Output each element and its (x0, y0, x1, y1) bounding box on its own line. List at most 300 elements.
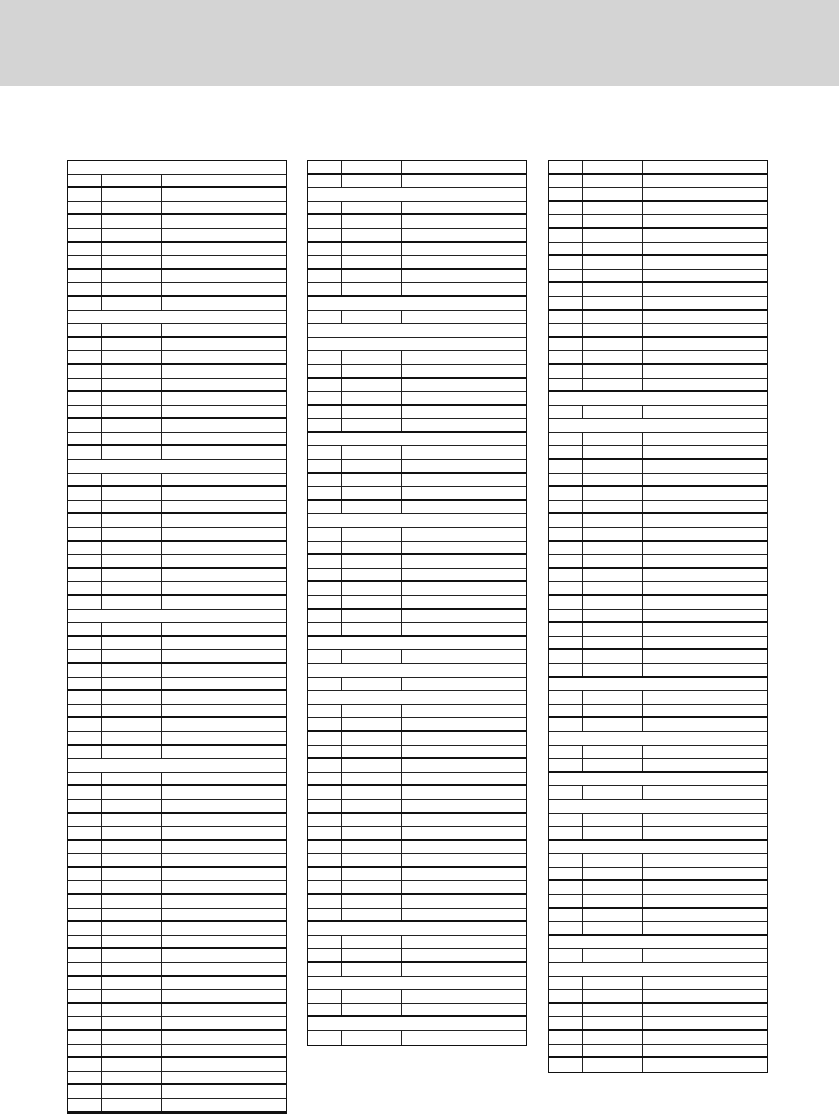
table-cell (342, 814, 402, 827)
table-cell (583, 446, 643, 458)
table-row (68, 623, 286, 637)
table-cell (308, 623, 342, 635)
table-cell (102, 582, 162, 594)
table-row (308, 949, 526, 963)
table-cell (402, 569, 526, 581)
table-row (549, 718, 767, 732)
table-cell (342, 256, 402, 268)
table-cell (402, 501, 526, 514)
table-cell (102, 487, 162, 500)
table-cell (342, 582, 402, 595)
table-cell (583, 528, 643, 540)
table-cell (68, 814, 102, 827)
table-cell (102, 881, 162, 893)
table-cell (308, 243, 342, 256)
table-cell (68, 800, 102, 812)
table-cell (162, 324, 286, 336)
table-cell (549, 854, 583, 867)
table-cell (102, 324, 162, 336)
table-section-row (308, 324, 526, 338)
table-cell (402, 963, 526, 976)
table-cell (102, 1072, 162, 1084)
table-cell (643, 338, 767, 351)
table-cell (308, 256, 342, 268)
table-row (549, 514, 767, 528)
table-cell (583, 433, 643, 446)
table-section-row (549, 773, 767, 787)
table-cell (402, 705, 526, 718)
table-cell (583, 949, 643, 962)
table-cell (549, 746, 583, 759)
table-cell (402, 773, 526, 785)
table-cell (162, 664, 286, 677)
table-cell (102, 746, 162, 759)
table-cell (583, 881, 643, 894)
table-row (68, 283, 286, 297)
table-row (549, 161, 767, 175)
table-cell (68, 678, 102, 690)
table-cell (549, 678, 767, 691)
table-row (308, 963, 526, 977)
table-row (68, 324, 286, 338)
table-cell (162, 868, 286, 881)
table-cell (402, 446, 526, 459)
table-cell (68, 256, 102, 268)
table-cell (402, 881, 526, 893)
table-row (308, 161, 526, 175)
table-cell (402, 161, 526, 173)
table-row (68, 664, 286, 678)
table-cell (308, 392, 342, 404)
table-cell (549, 324, 583, 336)
table-cell (549, 977, 583, 990)
table-row (549, 650, 767, 664)
table-cell (102, 338, 162, 351)
table-row (68, 433, 286, 447)
table-cell (102, 854, 162, 866)
table-section-row (549, 419, 767, 433)
table-cell (308, 351, 342, 364)
table-cell (643, 501, 767, 513)
table-row (549, 311, 767, 325)
table-cell (68, 827, 102, 839)
table-row (68, 881, 286, 895)
table-cell (102, 691, 162, 704)
table-cell (549, 446, 583, 458)
table-cell (643, 1017, 767, 1029)
table-cell (583, 786, 643, 799)
table-cell (643, 365, 767, 378)
table-cell (102, 392, 162, 405)
table-row (68, 936, 286, 950)
table-cell (402, 678, 526, 691)
table-row (68, 678, 286, 692)
table-cell (549, 501, 583, 513)
table-cell (549, 406, 583, 419)
table-cell (643, 446, 767, 458)
table-row (68, 1031, 286, 1045)
table-cell (583, 582, 643, 594)
table-cell (102, 637, 162, 650)
table-cell (549, 270, 583, 282)
table-cell (162, 542, 286, 555)
table-cell (308, 786, 342, 799)
table-row (68, 841, 286, 855)
table-cell (549, 827, 583, 839)
table-cell (342, 270, 402, 283)
table-cell (583, 460, 643, 473)
table-cell (583, 691, 643, 704)
data-table-right (548, 160, 768, 1073)
table-cell (68, 351, 102, 363)
table-row (68, 175, 286, 189)
table-cell (643, 1058, 767, 1072)
table-cell (549, 256, 583, 269)
table-cell (308, 895, 342, 908)
table-cell (162, 936, 286, 948)
table-cell (68, 215, 102, 228)
table-row (68, 800, 286, 814)
table-row (68, 1058, 286, 1072)
table-row (308, 623, 526, 637)
table-cell (102, 650, 162, 662)
table-row (549, 990, 767, 1004)
table-cell (102, 175, 162, 187)
table-cell (402, 365, 526, 377)
table-cell (308, 270, 342, 283)
table-cell (342, 528, 402, 541)
table-row (308, 202, 526, 216)
table-cell (342, 881, 402, 893)
table-row (68, 705, 286, 719)
table-row (549, 229, 767, 243)
table-row (549, 881, 767, 895)
table-cell (402, 528, 526, 541)
table-cell (102, 528, 162, 540)
table-cell (308, 311, 342, 324)
table-row (68, 949, 286, 963)
table-cell (102, 1017, 162, 1029)
table-cell (402, 827, 526, 839)
table-cell (68, 637, 102, 650)
table-row (549, 569, 767, 583)
table-cell (342, 161, 402, 173)
table-cell (68, 718, 102, 731)
table-cell (162, 623, 286, 635)
table-cell (308, 1031, 342, 1045)
table-section-row (549, 841, 767, 855)
table-cell (643, 664, 767, 676)
table-cell (102, 283, 162, 295)
table-row (68, 215, 286, 229)
table-cell (549, 243, 583, 255)
table-cell (643, 895, 767, 907)
table-cell (402, 379, 526, 392)
table-cell (583, 977, 643, 990)
table-cell (68, 542, 102, 555)
table-cell (102, 949, 162, 962)
table-cell (162, 922, 286, 935)
table-cell (402, 990, 526, 1003)
table-cell (308, 446, 342, 459)
table-cell (549, 528, 583, 540)
table-row (549, 827, 767, 841)
table-section-row (68, 460, 286, 474)
table-cell (583, 814, 643, 827)
table-row (549, 324, 767, 338)
table-cell (342, 786, 402, 799)
table-cell (549, 487, 583, 500)
table-cell (308, 746, 342, 758)
table-row (308, 243, 526, 257)
table-cell (308, 215, 342, 228)
table-row (68, 868, 286, 882)
table-cell (162, 256, 286, 268)
table-cell (308, 990, 342, 1003)
table-cell (549, 175, 583, 188)
table-cell (402, 650, 526, 663)
table-cell (549, 922, 583, 934)
table-cell (68, 746, 102, 759)
table-cell (68, 868, 102, 881)
table-cell (308, 773, 342, 785)
table-row (549, 243, 767, 257)
table-row (308, 379, 526, 393)
table-cell (102, 827, 162, 839)
table-cell (583, 990, 643, 1002)
table-cell (549, 202, 583, 215)
table-cell (102, 188, 162, 201)
table-cell (643, 161, 767, 173)
table-cell (583, 759, 643, 771)
table-cell (643, 814, 767, 827)
table-cell (68, 202, 102, 214)
table-cell (68, 365, 102, 378)
table-cell (342, 718, 402, 730)
table-cell (643, 514, 767, 527)
table-row (549, 582, 767, 596)
table-cell (643, 909, 767, 922)
table-cell (162, 990, 286, 1002)
table-cell (162, 854, 286, 866)
table-cell (583, 610, 643, 622)
table-row (308, 351, 526, 365)
table-cell (68, 936, 102, 948)
table-cell (549, 650, 583, 663)
table-cell (549, 610, 583, 622)
table-row (308, 827, 526, 841)
table-cell (549, 868, 583, 880)
table-row (308, 555, 526, 569)
table-row (68, 1004, 286, 1018)
table-cell (583, 909, 643, 922)
table-cell (68, 650, 102, 662)
table-cell (342, 474, 402, 487)
table-row (549, 446, 767, 460)
table-cell (549, 691, 583, 704)
table-row (68, 1045, 286, 1059)
table-cell (162, 800, 286, 812)
table-cell (402, 487, 526, 499)
table-row (308, 501, 526, 515)
table-row (68, 773, 286, 787)
table-section-row (308, 637, 526, 651)
table-cell (308, 569, 342, 581)
table-cell (68, 229, 102, 241)
table-cell (583, 175, 643, 188)
table-cell (643, 949, 767, 962)
data-table-left (67, 160, 287, 1114)
table-cell (308, 188, 526, 201)
table-row (549, 922, 767, 936)
table-cell (308, 881, 342, 893)
table-row (549, 610, 767, 624)
table-cell (68, 1031, 102, 1044)
table-cell (342, 406, 402, 419)
table-cell (308, 1017, 526, 1030)
table-cell (402, 270, 526, 283)
table-cell (643, 977, 767, 990)
table-cell (308, 841, 342, 854)
table-cell (308, 514, 526, 527)
table-cell (102, 514, 162, 527)
table-cell (549, 800, 767, 813)
table-cell (162, 1017, 286, 1029)
table-cell (68, 1004, 102, 1017)
table-cell (162, 732, 286, 744)
table-section-row (308, 514, 526, 528)
table-cell (68, 446, 102, 459)
table-cell (308, 297, 526, 310)
table-cell (308, 854, 342, 866)
table-row (68, 297, 286, 311)
table-row (308, 419, 526, 433)
table-cell (342, 610, 402, 623)
table-row (308, 487, 526, 501)
table-cell (68, 419, 102, 432)
table-cell (162, 215, 286, 228)
table-cell (308, 827, 342, 839)
table-cell (308, 596, 342, 608)
table-cell (549, 963, 767, 976)
table-cell (583, 229, 643, 242)
table-cell (162, 949, 286, 962)
table-cell (549, 229, 583, 242)
table-cell (68, 1045, 102, 1057)
table-cell (549, 895, 583, 907)
table-cell (643, 922, 767, 934)
table-cell (583, 406, 643, 419)
table-cell (643, 311, 767, 324)
table-cell (68, 392, 102, 405)
table-cell (102, 419, 162, 432)
table-cell (583, 324, 643, 336)
table-cell (342, 243, 402, 256)
table-cell (342, 311, 402, 324)
table-row (308, 256, 526, 270)
table-cell (583, 1058, 643, 1072)
table-cell (162, 528, 286, 540)
table-cell (549, 582, 583, 594)
table-section-row (308, 664, 526, 678)
table-cell (68, 270, 102, 283)
table-row (308, 678, 526, 692)
table-cell (308, 718, 342, 730)
table-cell (583, 868, 643, 880)
table-row (549, 814, 767, 828)
table-cell (308, 283, 342, 295)
table-row (68, 365, 286, 379)
table-cell (102, 841, 162, 854)
table-row (549, 596, 767, 610)
table-row (308, 569, 526, 583)
table-row (549, 283, 767, 297)
table-cell (68, 1099, 102, 1111)
table-cell (342, 419, 402, 431)
table-cell (583, 623, 643, 636)
table-row (308, 854, 526, 868)
table-cell (342, 623, 402, 635)
table-cell (402, 949, 526, 961)
table-cell (549, 311, 583, 324)
table-row (68, 854, 286, 868)
table-row (308, 474, 526, 488)
table-cell (583, 596, 643, 609)
table-row (549, 759, 767, 773)
table-cell (342, 175, 402, 188)
table-cell (583, 705, 643, 717)
table-cell (308, 922, 526, 935)
table-section-row (68, 759, 286, 773)
table-cell (102, 1045, 162, 1057)
table-cell (643, 759, 767, 771)
table-cell (68, 324, 102, 336)
table-section-row (308, 691, 526, 705)
table-cell (549, 1045, 583, 1057)
table-row (68, 542, 286, 556)
table-cell (308, 202, 342, 214)
table-cell (308, 949, 342, 961)
table-cell (102, 895, 162, 908)
table-cell (102, 365, 162, 378)
table-cell (549, 161, 583, 173)
table-cell (549, 555, 583, 567)
table-cell (342, 895, 402, 908)
table-section-row (308, 1017, 526, 1031)
table-cell (402, 718, 526, 730)
table-cell (342, 773, 402, 785)
table-row (68, 243, 286, 257)
table-row (68, 977, 286, 991)
table-cell (583, 746, 643, 759)
table-cell (68, 582, 102, 594)
table-cell (342, 501, 402, 514)
table-row (549, 555, 767, 569)
table-cell (68, 623, 102, 635)
table-cell (643, 582, 767, 594)
table-cell (549, 283, 583, 296)
table-cell (102, 623, 162, 635)
table-row (68, 637, 286, 651)
table-cell (162, 678, 286, 690)
table-cell (402, 596, 526, 608)
table-cell (68, 514, 102, 527)
table-cell (643, 528, 767, 540)
table-cell (162, 746, 286, 759)
table-cell (549, 881, 583, 894)
table-cell (102, 909, 162, 921)
table-row (308, 392, 526, 406)
